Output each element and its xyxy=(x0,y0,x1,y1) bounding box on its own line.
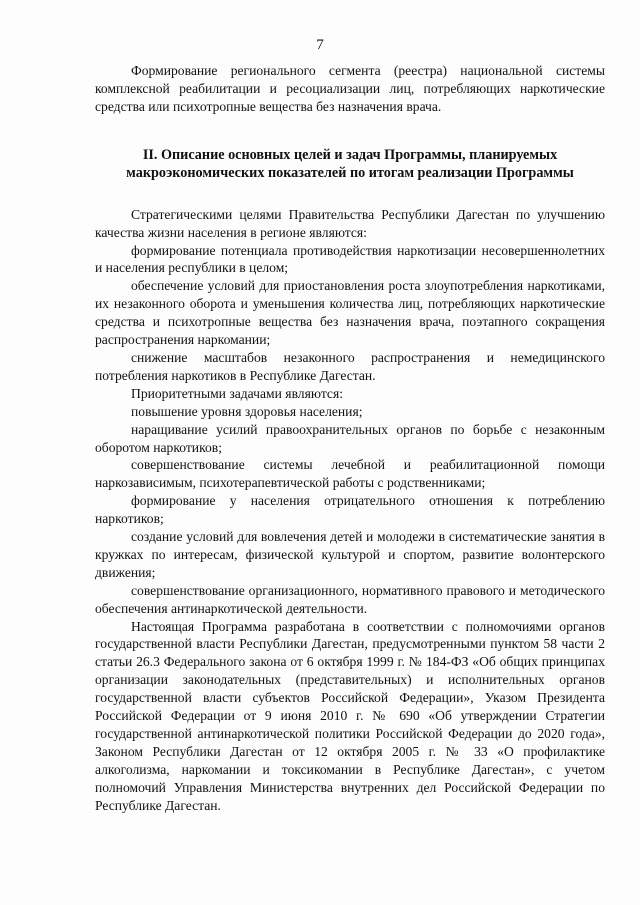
task-item: совершенствование системы лечебной и реабилитационной помощи наркозависимым, психотерапевтической работы с родственниками; xyxy=(95,457,605,491)
page-number: 7 xyxy=(316,37,324,53)
goal-item: обеспечение условий для приостановления роста злоупотребления наркотиками, их незаконного оборота и уменьшения количества лиц, потребляющих наркотические средства и психотропные вещества без назначения врача, поэтапного сокращения распространения наркомании; xyxy=(95,278,605,348)
goal-item: снижение масштабов незаконного распространения и немедицинского потребления наркотиков в Республике Дагестан. xyxy=(95,349,605,383)
goal-item: формирование потенциала противодействия наркотизации несовершеннолетних и населения республики в целом; xyxy=(95,242,605,276)
task-item: формирование у населения отрицательного отношения к потреблению наркотиков; xyxy=(95,493,605,527)
goals-intro: Стратегическими целями Правительства Республики Дагестан по улучшению качества жизни населения в регионе являются: xyxy=(95,206,605,240)
page-content xyxy=(95,62,605,815)
task-item: совершенствование организационного, нормативного правового и методического обеспечения антинаркотической деятельности. xyxy=(95,582,605,616)
task-item: повышение уровня здоровья населения; xyxy=(131,403,363,419)
closing-paragraph: Настоящая Программа разработана в соответствии с полномочиями органов государственной власти Республики Дагестан, предусмотренными пунктом 58 части 2 статьи 26.3 Федерального закона от 6 октября 1999 г. № 184-ФЗ «Об общих принципах организации законодательных (представительных) и исполнительных органов государственной власти субъектов Российской Федерации», Указом Президента Российской Федерации от 9 июня 2010 г. № 690 «Об утверждении Стратегии государственной антинаркотической политики Российской Федерации до 2020 года», Законом Республики Дагестан от 12 октября 2005 г. № 33 «О профилактике алкоголизма, наркомании и токсикомании в Республике Дагестан», с учетом полномочий Управления Министерства внутренних дел Российской Федерации по Республике Дагестан. xyxy=(95,618,605,813)
task-item: создание условий для вовлечения детей и молодежи в систематические занятия в кружках по интересам, физической культурой и спортом, развитие волонтерского движения; xyxy=(95,529,605,580)
tasks-intro: Приоритетными задачами являются: xyxy=(131,385,343,401)
intro-paragraph: Формирование регионального сегмента (реестра) национальной системы комплексной реабилитации и ресоциализации лиц, потребляющих наркотические средства или психотропные вещества без назначения врача. xyxy=(95,63,605,114)
section-heading: II. Описание основных целей и задач Программы, планируемых макроэкономических показателей по итогам реализации Программы xyxy=(126,146,574,181)
task-item: наращивание усилий правоохранительных органов по борьбе с незаконным оборотом наркотиков; xyxy=(95,421,605,455)
